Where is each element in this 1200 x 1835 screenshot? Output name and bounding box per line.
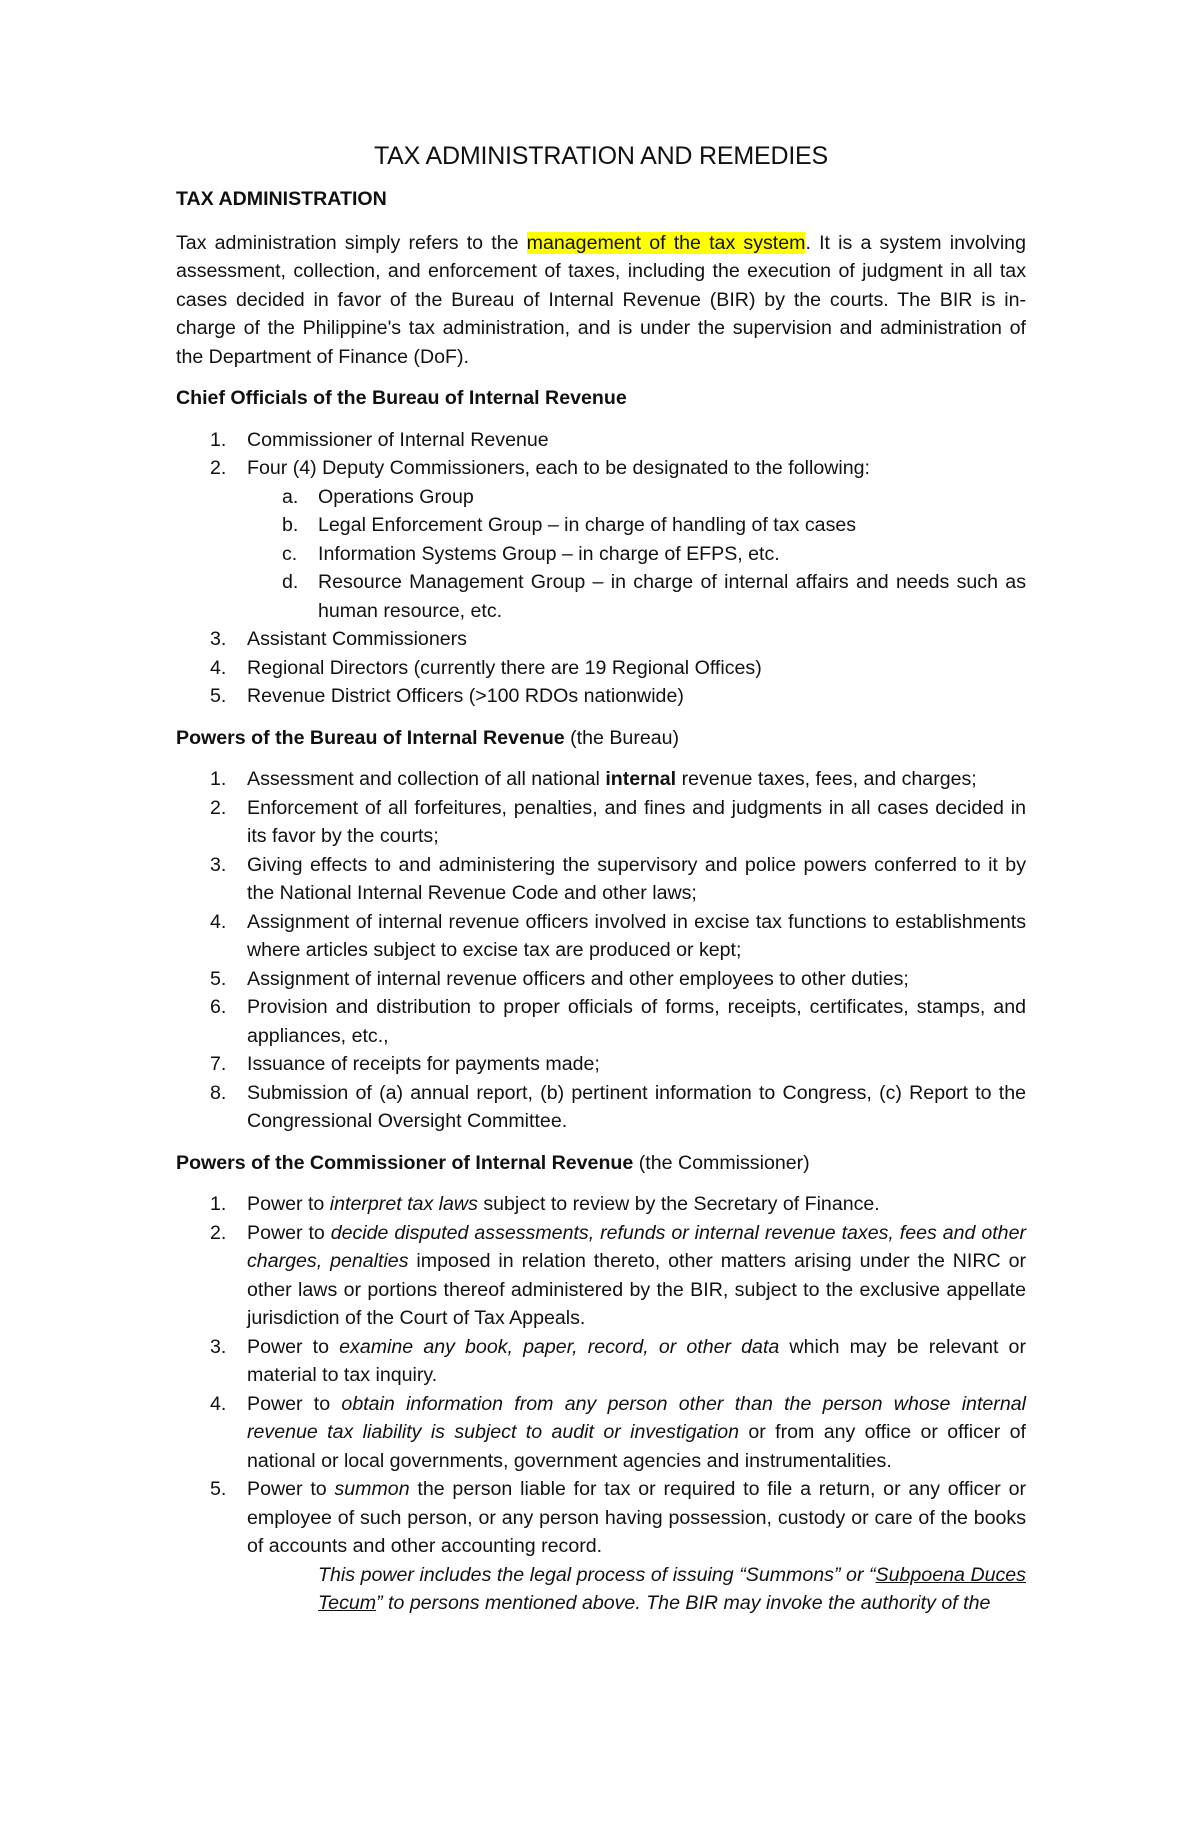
chief-officials-list xyxy=(176,426,1026,711)
list-number: 4. xyxy=(210,656,227,679)
list-item-text: Commissioner of Internal Revenue xyxy=(247,428,549,451)
sub-list-letter: a. xyxy=(282,485,299,508)
list-number: 2. xyxy=(210,796,227,819)
sub-list-item-text: Information Systems Group – in charge of EFPS, etc. xyxy=(318,542,780,565)
list-item-text: Assistant Commissioners xyxy=(247,628,467,650)
list-item xyxy=(176,765,1026,794)
list-item-italic-text: decide disputed assessments, refunds or internal revenue taxes, fees and other charges, penalties xyxy=(247,1221,1026,1272)
list-item-text: Submission of (a) annual report, (b) pertinent information to Congress, (c) Report to the Congressional Oversight Committee. xyxy=(247,1081,1026,1132)
list-item-text: Provision and distribution to proper officials of forms, receipts, certificates, stamps, and appliances, etc., xyxy=(247,996,1026,1047)
bureau-powers-heading xyxy=(176,724,1026,753)
sub-list-item xyxy=(176,511,1026,540)
sub-list-letter: d. xyxy=(282,571,299,593)
list-item-text: Regional Directors (currently there are 19 Regional Offices) xyxy=(247,656,762,679)
list-number: 1. xyxy=(210,428,227,451)
list-item xyxy=(176,1475,1026,1561)
list-item xyxy=(176,625,1026,654)
list-item-text: Power to xyxy=(247,1335,340,1358)
sub-list-letter: c. xyxy=(282,542,298,565)
list-number: 3. xyxy=(210,628,227,650)
sub-list-letter: b. xyxy=(282,514,299,536)
list-item-italic-text: interpret tax laws xyxy=(329,1193,478,1215)
list-item xyxy=(176,682,1026,711)
list-item xyxy=(176,993,1026,1050)
list-number: 5. xyxy=(210,1478,227,1500)
list-item xyxy=(176,454,1026,625)
highlighted-phrase: management of the tax system xyxy=(526,231,806,254)
bureau-powers-list xyxy=(176,765,1026,1136)
list-item-text: imposed in relation thereto, other matters arising under the NIRC or other laws or portions thereof administered by the BIR, subject to the exclusive appellate jurisdiction of the Court of Tax Appeals. xyxy=(247,1250,1027,1329)
list-item-text: subject to review by the Secretary of Finance. xyxy=(477,1193,880,1215)
document-title: TAX ADMINISTRATION AND REMEDIES xyxy=(373,142,829,170)
commissioner-powers-heading xyxy=(176,1149,1026,1178)
list-number: 5. xyxy=(210,685,227,707)
commissioner-powers-list xyxy=(176,1190,1026,1561)
list-item xyxy=(176,1333,1026,1390)
heading-bold-text: Powers of the Bureau of Internal Revenue xyxy=(176,726,565,749)
list-item xyxy=(176,1390,1026,1476)
list-item-text: Assessment and collection of all national xyxy=(247,768,606,790)
list-item xyxy=(176,908,1026,965)
sub-list-item-text: Legal Enforcement Group – in charge of handling of tax cases xyxy=(318,514,857,536)
para-text-after: . It is a system involving assessment, collection, and enforcement of taxes, including the execution of judgment in all tax cases decided in favor of the Bureau of Internal Revenue (BIR) by the courts. The BIR is in-charge of the Philippine's tax administration, and is under the supervision and administration of the Department of Finance (DoF). xyxy=(176,231,1026,368)
list-item-bold-text: internal xyxy=(605,768,677,790)
list-item-text: Power to xyxy=(247,1193,330,1215)
sub-list-item xyxy=(176,483,1026,512)
list-item-text: Enforcement of all forfeitures, penalties, and fines and judgments in all cases decided in its favor by the courts; xyxy=(247,796,1026,847)
list-item xyxy=(176,794,1026,851)
list-item-italic-text: summon xyxy=(334,1478,410,1500)
sub-list-item xyxy=(176,540,1026,569)
list-number: 5. xyxy=(210,967,227,990)
tax-administration-paragraph xyxy=(176,229,1026,372)
deputy-groups-list xyxy=(247,483,1026,626)
heading-suffix: (the Bureau) xyxy=(564,726,680,749)
list-item-text: revenue taxes, fees, and charges; xyxy=(676,768,977,790)
list-number: 1. xyxy=(210,1193,227,1215)
heading-suffix: (the Commissioner) xyxy=(633,1151,810,1174)
list-item-text: which may be relevant or material to tax inquiry. xyxy=(247,1335,1026,1386)
list-item-italic-text: obtain information from any person other than the person whose internal revenue tax liability is subject to audit or investigation xyxy=(247,1392,1026,1443)
list-number: 3. xyxy=(210,853,227,876)
chief-officials-heading: Chief Officials of the Bureau of Internal Revenue xyxy=(176,387,627,409)
list-item-text: Revenue District Officers (>100 RDOs nationwide) xyxy=(247,685,684,707)
note-text: This power includes the legal process of issuing “Summons” or “ xyxy=(318,1563,876,1586)
list-item xyxy=(176,1219,1026,1333)
list-item xyxy=(176,654,1026,683)
summons-note xyxy=(176,1561,1026,1618)
list-item-text: Power to xyxy=(247,1478,335,1500)
list-item xyxy=(176,965,1026,994)
sub-list-item-text: Resource Management Group – in charge of internal affairs and needs such as human resource, etc. xyxy=(318,571,1026,622)
sub-list-item-text: Operations Group xyxy=(318,485,474,508)
list-number: 2. xyxy=(210,457,227,479)
list-item-text: Issuance of receipts for payments made; xyxy=(247,1053,600,1075)
list-number: 6. xyxy=(210,996,227,1018)
list-number: 4. xyxy=(210,1392,227,1415)
list-item-text: or from any office or officer of national or local governments, government agencies and instrumentalities. xyxy=(247,1421,1026,1472)
subpoena-duces-tecum-term: Subpoena Duces Tecum xyxy=(318,1563,1026,1614)
list-item xyxy=(176,1079,1026,1136)
list-number: 3. xyxy=(210,1335,227,1358)
list-item-text: Giving effects to and administering the supervisory and police powers conferred to it by the National Internal Revenue Code and other laws; xyxy=(247,853,1026,904)
list-item-text: Assignment of internal revenue officers and other employees to other duties; xyxy=(247,967,909,990)
list-item-text: the person liable for tax or required to file a return, or any officer or employee of such person, or any person having possession, custody or care of the books of accounts and other accounting record. xyxy=(247,1478,1026,1557)
list-item xyxy=(176,1050,1026,1079)
list-item-text: Assignment of internal revenue officers involved in excise tax functions to establishments where articles subject to excise tax are produced or kept; xyxy=(247,910,1026,961)
list-item xyxy=(176,851,1026,908)
list-item xyxy=(176,1190,1026,1219)
list-number: 1. xyxy=(210,768,227,790)
note-text: ” to persons mentioned above. The BIR may invoke the authority of the xyxy=(376,1592,991,1614)
document-page xyxy=(176,140,1026,1618)
list-number: 2. xyxy=(210,1221,227,1244)
heading-bold-text: Powers of the Commissioner of Internal Revenue xyxy=(176,1151,634,1174)
list-number: 8. xyxy=(210,1081,227,1104)
list-item xyxy=(176,426,1026,455)
list-number: 4. xyxy=(210,910,227,933)
list-item-text: Power to xyxy=(247,1392,342,1415)
para-text-before: Tax administration simply refers to the xyxy=(176,231,527,254)
list-item-italic-text: examine any book, paper, record, or other data xyxy=(339,1335,780,1358)
list-item-text: Four (4) Deputy Commissioners, each to be designated to the following: xyxy=(247,457,870,479)
tax-administration-heading: TAX ADMINISTRATION xyxy=(176,188,387,210)
sub-list-item xyxy=(176,568,1026,625)
list-number: 7. xyxy=(210,1053,227,1075)
list-item-text: Power to xyxy=(247,1221,331,1244)
